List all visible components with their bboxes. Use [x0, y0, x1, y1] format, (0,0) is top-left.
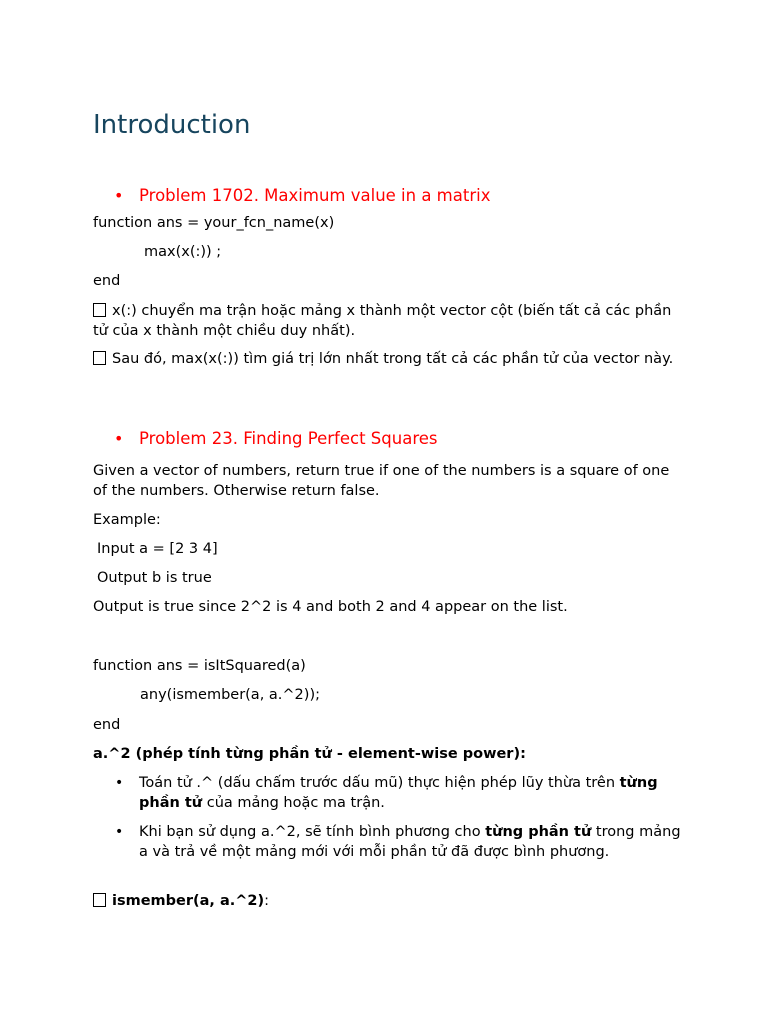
- ismember-heading: [93, 891, 269, 911]
- code-line: function ans = your_fcn_name(x): [93, 215, 335, 231]
- bullet-icon: •: [114, 429, 124, 448]
- bullet-text: Toán tử .^ (dấu chấm trước dấu mũ) thực hiện phép lũy thừa trên: [139, 775, 620, 791]
- code-line: any(ismember(a, a.^2));: [140, 687, 320, 703]
- bullet-item: [139, 822, 684, 862]
- problem-23-heading: Problem 23. Finding Perfect Squares: [139, 429, 438, 448]
- code-line: end: [93, 273, 121, 289]
- code-line: max(x(:)) ;: [144, 244, 222, 260]
- problem-1702-heading: Problem 1702. Maximum value in a matrix: [139, 186, 491, 205]
- missing-glyph-icon: [93, 893, 106, 907]
- problem-description: Given a vector of numbers, return true if one of the numbers is a square of one of the numbers. Otherwise return false.: [93, 463, 670, 499]
- ismember-suffix: :: [264, 893, 270, 909]
- bullet-icon: •: [115, 775, 124, 791]
- note-paragraph: [93, 349, 683, 369]
- bullet-item: [139, 773, 684, 813]
- example-explanation: Output is true since 2^2 is 4 and both 2 and 4 appear on the list.: [93, 599, 568, 615]
- note-paragraph: [93, 301, 683, 341]
- ismember-bold-text: ismember(a, a.^2): [112, 893, 265, 909]
- example-input: Input a = [2 3 4]: [97, 541, 218, 557]
- note-text: x(:) chuyển ma trận hoặc mảng x thành một vector cột (biến tất cả các phần tử của x thành một chiều duy nhất).: [93, 303, 672, 339]
- example-output: Output b is true: [97, 570, 212, 586]
- code-line: end: [93, 717, 121, 733]
- page-title: Introduction: [93, 110, 251, 140]
- bullet-icon: •: [115, 824, 124, 840]
- bullet-bold-text: từng phần tử: [485, 824, 592, 840]
- bullet-text: của mảng hoặc ma trận.: [202, 795, 385, 811]
- example-label: Example:: [93, 512, 161, 528]
- bullet-icon: •: [114, 186, 124, 205]
- power-heading: a.^2 (phép tính từng phần tử - element-wise power):: [93, 746, 526, 762]
- bullet-text: Khi bạn sử dụng a.^2, sẽ tính bình phương cho: [139, 824, 486, 840]
- missing-glyph-icon: [93, 351, 106, 365]
- code-line: function ans = isItSquared(a): [93, 658, 306, 674]
- bullet-bold-text: từng phần tử: [139, 775, 658, 811]
- note-text: Sau đó, max(x(:)) tìm giá trị lớn nhất trong tất cả các phần tử của vector này.: [112, 351, 674, 367]
- missing-glyph-icon: [93, 303, 106, 317]
- bullet-text: trong mảng a và trả về một mảng mới với mỗi phần tử đã được bình phương.: [139, 824, 681, 860]
